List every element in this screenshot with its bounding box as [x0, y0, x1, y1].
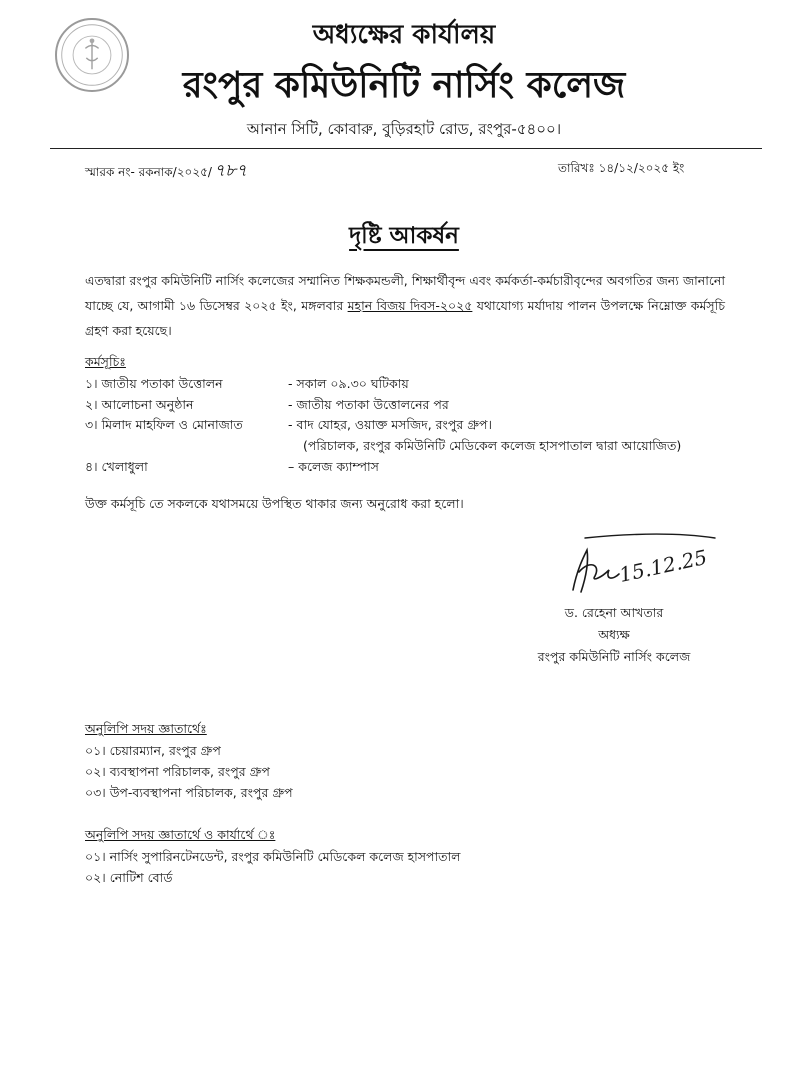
cc-info-item: ০১। চেয়ারম্যান, রংপুর গ্রুপ [85, 743, 221, 758]
program-row [85, 459, 379, 479]
program-row [85, 417, 492, 437]
notice-title: দৃষ্টি আকর্ষন [349, 223, 459, 249]
signatory-designation: অধ্যক্ষ [598, 627, 630, 642]
memo-handwritten-number: ৭৮৭ [213, 161, 248, 181]
program-item: ৩। মিলাদ মাহফিল ও মোনাজাত [85, 417, 243, 432]
program-item: ১। জাতীয় পতাকা উত্তোলন [85, 376, 223, 391]
office-title: অধ্যক্ষের কার্যালয় [312, 20, 496, 50]
cc-info-heading: অনুলিপি সদয় জ্ঞাতার্থেঃ [85, 721, 207, 736]
notice-paragraph [85, 268, 725, 343]
memo-number [85, 158, 247, 186]
signature-date: 15.12.25 [617, 544, 710, 587]
cc-action-item: ০২। নোটিশ বোর্ড [85, 870, 173, 885]
program-detail: - জাতীয় পতাকা উত্তোলনের পর [288, 397, 449, 412]
program-label: কর্মসূচিঃ [85, 354, 126, 369]
program-row [85, 397, 449, 417]
handwritten-signature [565, 530, 720, 600]
closing-request: উক্ত কর্মসূচি তে সকলকে যথাসময়ে উপস্থিত থাকার জন্য অনুরোধ করা হলো। [85, 496, 464, 511]
cc-info-item: ০৩। উপ-ব্যবস্থাপনা পরিচালক, রংপুর গ্রুপ [85, 785, 293, 800]
program-note: (পরিচালক, রংপুর কমিউনিটি মেডিকেল কলেজ হাসপাতাল দ্বারা আয়োজিত) [303, 438, 682, 453]
program-row [85, 376, 409, 396]
college-name: রংপুর কমিউনিটি নার্সিং কলেজ [182, 65, 626, 106]
para-end: যথাযোগ্য মর্যাদায় পালন উপলক্ষে নিম্নোক্ত কর্মসূচি গ্রহণ করা হয়েছে। [85, 298, 726, 338]
memo-prefix: স্মারক নং- রকনাক/২০২৫/ [85, 165, 212, 179]
header-divider [50, 148, 762, 149]
cc-action-heading: অনুলিপি সদয় জ্ঞাতার্থে ও কার্যার্থে ঃ [85, 827, 276, 842]
college-address: আনান সিটি, কোবারু, বুড়িরহাট রোড, রংপুর-৫৪০০। [246, 120, 562, 138]
program-detail: - বাদ যোহর, ওয়াক্ত মসজিদ, রংপুর গ্রুপ। [288, 417, 492, 432]
signatory-institution: রংপুর কমিউনিটি নার্সিং কলেজ [537, 649, 691, 664]
memo-date: তারিখঃ ১৪/১২/২০২৫ ইং [558, 161, 685, 175]
program-item: ২। আলোচনা অনুষ্ঠান [85, 397, 194, 412]
para-highlight: মহান বিজয় দিবস-২০২৫ [347, 298, 473, 313]
signatory-block [494, 602, 734, 668]
program-detail: - সকাল ০৯.৩০ ঘটিকায় [288, 376, 409, 391]
program-item: ৪। খেলাধুলা [85, 459, 148, 474]
signatory-name: ড. রেহেনা আখতার [564, 605, 664, 620]
cc-info-item: ০২। ব্যবস্থাপনা পরিচালক, রংপুর গ্রুপ [85, 764, 270, 779]
cc-action-item: ০১। নার্সিং সুপারিনটেনডেন্ট, রংপুর কমিউনিটি মেডিকেল কলেজ হাসপাতাল [85, 849, 461, 864]
para-start: এতদ্বারা রংপুর কমিউনিটি নার্সিং কলেজের সম্মানিত শিক্ষকমন্ডলী, শিক্ষার্থীবৃন্দ এবং কর্মকর্তা-কর্মচারীবৃন্দের অবগতির জন্য জানানো যাচ্ছে যে, আগামী ১৬ ডিসেম্বর ২০২৫ ইং, মঙ্গলবার [85, 273, 725, 313]
program-detail: – কলেজ ক্যাম্পাস [288, 459, 379, 474]
